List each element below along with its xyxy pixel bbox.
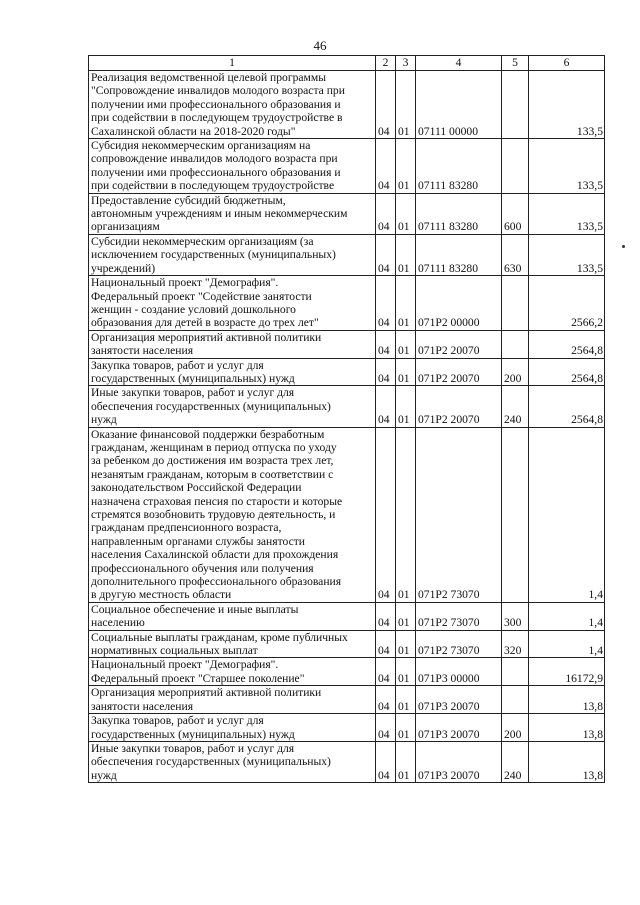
row-description [89, 602, 376, 630]
target-article-code: 071P3 20070 [416, 714, 502, 742]
subsection-code: 01 [396, 602, 416, 630]
description-line: нужд [91, 413, 117, 427]
description-line: учреждений) [91, 261, 156, 275]
description-line: законодательством Российской Федерации [91, 481, 302, 495]
description-line: Национальный проект "Демография". [91, 276, 279, 290]
description-line: образования для детей в возрасте до трех лет" [91, 316, 319, 330]
column-header-3: 3 [396, 56, 416, 71]
row-description [89, 276, 376, 331]
description-line: "Сопровождение инвалидов молодого возраста при [91, 84, 345, 98]
section-code: 04 [376, 276, 396, 331]
target-article-code: 071P2 20070 [416, 386, 502, 427]
amount: 1,4 [529, 602, 605, 630]
description-line: автономным учреждениям и иным некоммерческим [91, 207, 348, 221]
expense-type-code [502, 427, 529, 602]
description-line: Закупка товаров, работ и услуг для [91, 358, 264, 372]
expense-type-code: 200 [502, 714, 529, 742]
subsection-code: 01 [396, 193, 416, 234]
description-line: получении ими профессионального образования и [91, 165, 341, 179]
row-description [89, 427, 376, 602]
target-article-code: 07111 83280 [416, 234, 502, 275]
expense-type-code [502, 71, 529, 139]
amount: 133,5 [529, 139, 605, 194]
section-code: 04 [376, 602, 396, 630]
amount: 1,4 [529, 427, 605, 602]
expense-type-code [502, 658, 529, 686]
description-line: нормативных социальных выплат [91, 644, 258, 658]
amount: 16172,9 [529, 658, 605, 686]
column-header-4: 4 [416, 56, 502, 71]
description-line: Иные закупки товаров, работ и услуг для [91, 386, 295, 400]
subsection-code: 01 [396, 330, 416, 358]
description-line: Национальный проект "Демография". [91, 658, 279, 672]
subsection-code: 01 [396, 71, 416, 139]
table-body [89, 71, 605, 783]
expense-type-code: 630 [502, 234, 529, 275]
target-article-code: 071P3 00000 [416, 658, 502, 686]
subsection-code: 01 [396, 276, 416, 331]
amount: 2564,8 [529, 386, 605, 427]
description-line: незанятым гражданам, которым в соответствии с [91, 467, 334, 481]
expense-type-code: 600 [502, 193, 529, 234]
table-row [89, 358, 605, 386]
expense-type-code: 320 [502, 630, 529, 658]
description-line: обеспечения государственных (муниципальных) [91, 399, 331, 413]
table-row [89, 234, 605, 275]
scan-speck [622, 245, 625, 248]
subsection-code: 01 [396, 427, 416, 602]
section-code: 04 [376, 686, 396, 714]
target-article-code: 07111 83280 [416, 193, 502, 234]
column-header-5: 5 [502, 56, 529, 71]
description-line: Организация мероприятий активной политики [91, 330, 322, 344]
table-row [89, 330, 605, 358]
target-article-code: 071P2 00000 [416, 276, 502, 331]
section-code: 04 [376, 139, 396, 194]
expense-type-code [502, 686, 529, 714]
row-description [89, 193, 376, 234]
row-description [89, 330, 376, 358]
description-line: занятости населения [91, 699, 194, 713]
target-article-code: 071P2 73070 [416, 427, 502, 602]
description-line: сопровождение инвалидов молодого возраста при [91, 152, 338, 166]
target-article-code: 071P2 73070 [416, 602, 502, 630]
row-description [89, 630, 376, 658]
target-article-code: 071P2 20070 [416, 358, 502, 386]
expense-type-code [502, 276, 529, 331]
description-line: за ребенком до достижения им возраста трех лет, [91, 454, 334, 468]
subsection-code: 01 [396, 386, 416, 427]
description-line: гражданам, женщинам в период отпуска по уходу [91, 440, 337, 454]
section-code: 04 [376, 630, 396, 658]
row-description [89, 714, 376, 742]
row-description [89, 741, 376, 782]
description-line: Федеральный проект "Старшее поколение" [91, 671, 305, 685]
target-article-code: 071P2 20070 [416, 330, 502, 358]
description-line: Организация мероприятий активной политики [91, 686, 322, 700]
subsection-code: 01 [396, 714, 416, 742]
expense-type-code [502, 330, 529, 358]
subsection-code: 01 [396, 358, 416, 386]
row-description [89, 71, 376, 139]
description-line: женщин - создание условий дошкольного [91, 302, 296, 316]
table-row [89, 714, 605, 742]
budget-table [88, 55, 605, 783]
description-line: профессионального обучения или получения [91, 561, 314, 575]
table-row [89, 71, 605, 139]
amount: 2564,8 [529, 330, 605, 358]
table-row [89, 630, 605, 658]
description-line: занятости населения [91, 344, 194, 358]
table-row [89, 741, 605, 782]
subsection-code: 01 [396, 630, 416, 658]
target-article-code: 071P2 73070 [416, 630, 502, 658]
table-row [89, 602, 605, 630]
description-line: обеспечения государственных (муниципальных) [91, 755, 331, 769]
description-line: в другую местность области [91, 588, 232, 602]
table-row [89, 276, 605, 331]
amount: 13,8 [529, 686, 605, 714]
description-line: государственных (муниципальных) нужд [91, 371, 295, 385]
description-line: Социальное обеспечение и иные выплаты [91, 602, 299, 616]
description-line: назначена страховая пенсия по старости и которые [91, 494, 343, 508]
target-article-code: 07111 83280 [416, 139, 502, 194]
table-row [89, 686, 605, 714]
header-row [89, 56, 605, 71]
description-line: стремятся возобновить трудовую деятельность, и [91, 508, 336, 521]
description-line: населения Сахалинской области для прохождения [91, 548, 339, 562]
section-code: 04 [376, 330, 396, 358]
expense-type-code: 240 [502, 741, 529, 782]
row-description [89, 139, 376, 194]
description-line: Иные закупки товаров, работ и услуг для [91, 741, 295, 755]
target-article-code: 071P3 20070 [416, 741, 502, 782]
amount: 1,4 [529, 630, 605, 658]
amount: 133,5 [529, 193, 605, 234]
amount: 133,5 [529, 71, 605, 139]
description-line: получении ими профессионального образования и [91, 97, 341, 111]
description-line: гражданам предпенсионного возраста, [91, 521, 282, 535]
description-line: нужд [91, 768, 117, 782]
subsection-code: 01 [396, 686, 416, 714]
table-row [89, 193, 605, 234]
description-line: Предоставление субсидий бюджетным, [91, 193, 286, 207]
description-line: при содействии в последующем трудоустройстве [91, 179, 335, 193]
column-header-2: 2 [376, 56, 396, 71]
section-code: 04 [376, 386, 396, 427]
amount: 2566,2 [529, 276, 605, 331]
description-line: организациям [91, 220, 160, 234]
description-line: Оказание финансовой поддержки безработным [91, 427, 325, 441]
amount: 13,8 [529, 741, 605, 782]
subsection-code: 01 [396, 139, 416, 194]
section-code: 04 [376, 193, 396, 234]
description-line: Социальные выплаты гражданам, кроме публичных [91, 630, 348, 644]
description-line: Субсидия некоммерческим организациям на [91, 139, 311, 153]
description-line: населению [91, 616, 145, 630]
page-number: 46 [313, 38, 327, 53]
row-description [89, 658, 376, 686]
expense-type-code: 200 [502, 358, 529, 386]
description-line: Федеральный проект "Содействие занятости [91, 289, 312, 303]
subsection-code: 01 [396, 658, 416, 686]
description-line: при содействии в последующем трудоустройстве в [91, 111, 343, 125]
amount: 2564,8 [529, 358, 605, 386]
row-description [89, 358, 376, 386]
target-article-code: 071P3 20070 [416, 686, 502, 714]
row-description [89, 234, 376, 275]
expense-type-code: 300 [502, 602, 529, 630]
expense-type-code: 240 [502, 386, 529, 427]
description-line: исключением государственных (муниципальных) [91, 248, 336, 262]
table-row [89, 658, 605, 686]
table-row [89, 386, 605, 427]
description-line: Субсидии некоммерческим организациям (за [91, 234, 314, 248]
amount: 133,5 [529, 234, 605, 275]
subsection-code: 01 [396, 741, 416, 782]
description-line: направленным органами службы занятости [91, 534, 306, 548]
row-description [89, 386, 376, 427]
expense-type-code [502, 139, 529, 194]
section-code: 04 [376, 358, 396, 386]
subsection-code: 01 [396, 234, 416, 275]
section-code: 04 [376, 71, 396, 139]
section-code: 04 [376, 741, 396, 782]
table-row [89, 427, 605, 602]
description-line: Реализация ведомственной целевой программы [91, 71, 327, 84]
section-code: 04 [376, 658, 396, 686]
column-header-6: 6 [529, 56, 605, 71]
target-article-code: 07111 00000 [416, 71, 502, 139]
section-code: 04 [376, 234, 396, 275]
amount: 13,8 [529, 714, 605, 742]
row-description [89, 686, 376, 714]
section-code: 04 [376, 714, 396, 742]
section-code: 04 [376, 427, 396, 602]
description-line: государственных (муниципальных) нужд [91, 727, 295, 741]
description-line: Закупка товаров, работ и услуг для [91, 714, 264, 728]
column-header-1: 1 [89, 56, 376, 71]
table-row [89, 139, 605, 194]
description-line: дополнительного профессионального образования [91, 575, 342, 589]
description-line: Сахалинской области на 2018-2020 годы" [91, 124, 296, 138]
